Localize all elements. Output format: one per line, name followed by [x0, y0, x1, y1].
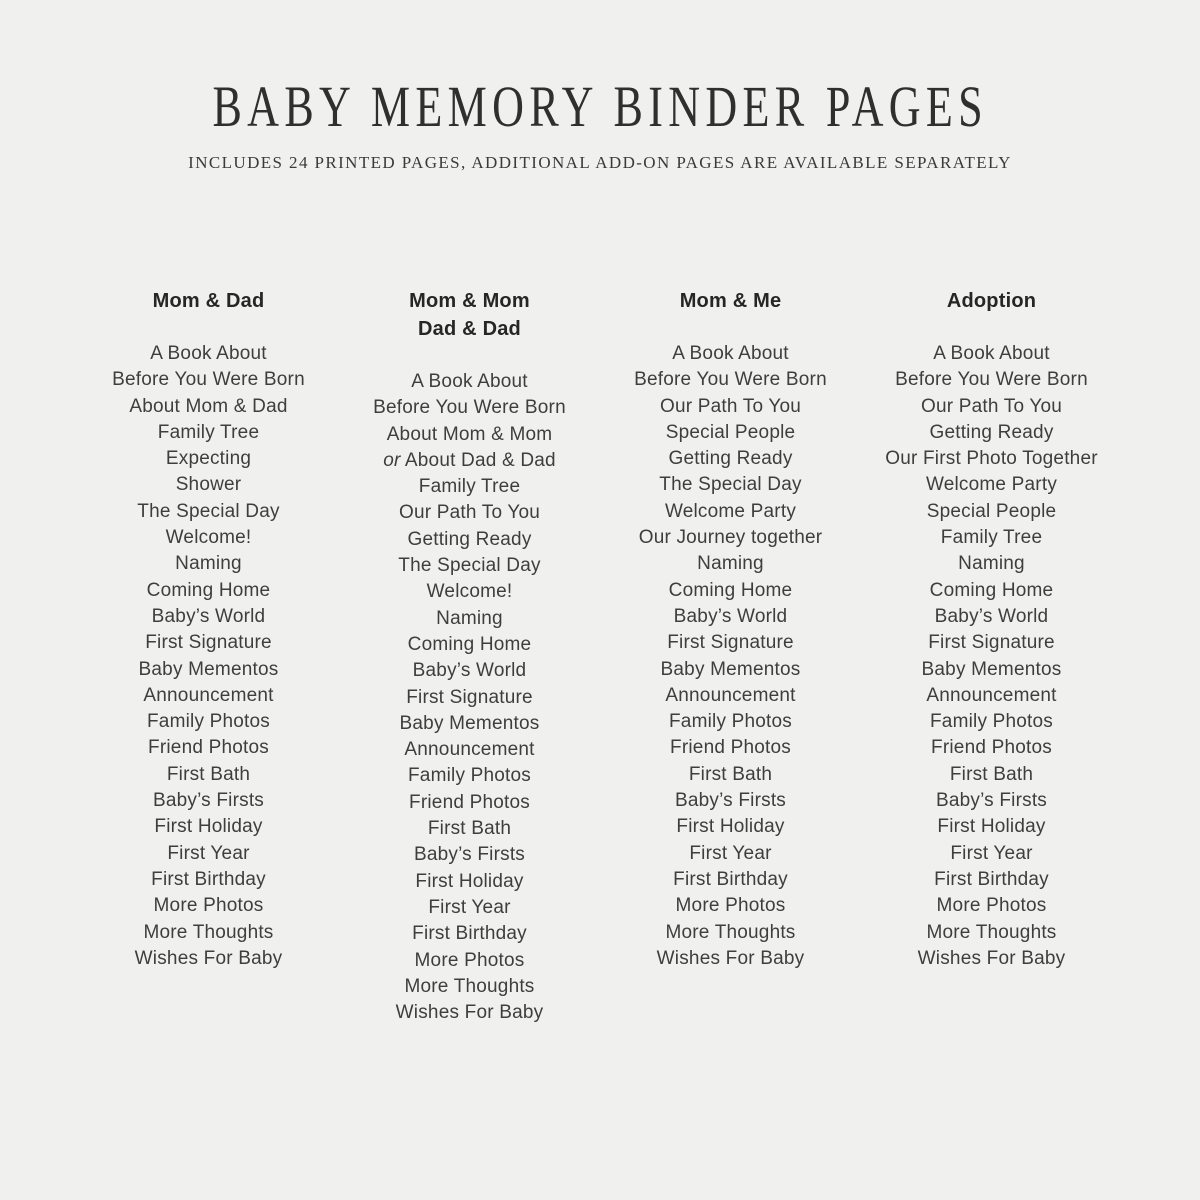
page-list-item: Announcement	[926, 684, 1057, 706]
page-list-item: Our First Photo Together	[885, 448, 1098, 470]
page-list-item: Before You Were Born	[112, 369, 305, 391]
page-list-item: Before You Were Born	[634, 369, 827, 391]
page-list-item: More Thoughts	[665, 921, 796, 943]
page-list-item: First Birthday	[934, 868, 1049, 890]
column-items-mom-and-dad	[78, 341, 339, 972]
page-list-item: First Year	[428, 896, 511, 918]
page-list-item: First Signature	[928, 632, 1055, 654]
column-title-line: Mom & Me	[679, 290, 782, 312]
column-adoption	[861, 287, 1122, 1026]
page-list-item: A Book About	[933, 343, 1050, 364]
page-list-item: Before You Were Born	[373, 397, 566, 419]
page-list-item: Baby’s World	[673, 605, 788, 627]
page-list-item: Welcome Party	[925, 474, 1058, 496]
page-list-item: First Holiday	[937, 816, 1046, 838]
page-list-item: Special People	[665, 421, 796, 443]
column-items-adoption	[861, 341, 1122, 972]
page-list-item: Welcome Party	[664, 500, 797, 522]
page-list-item: First Holiday	[415, 870, 524, 892]
page-list-item: Baby’s Firsts	[675, 790, 786, 812]
column-mom-and-dad	[78, 287, 339, 1026]
column-title-adoption	[861, 287, 1122, 315]
page-list-item: First Holiday	[676, 816, 785, 838]
page-list-item: More Thoughts	[143, 921, 274, 943]
page-list-item: Shower	[175, 474, 242, 496]
page-list-item: First Bath	[949, 763, 1034, 785]
page-list-item: Getting Ready	[929, 421, 1054, 443]
page-list-item: Family Photos	[147, 711, 270, 733]
page-list-item: First Bath	[688, 763, 773, 785]
page-list-item	[339, 448, 600, 474]
column-title-line: Mom & Mom	[409, 290, 530, 312]
page-list-item: Baby Mementos	[399, 712, 540, 734]
page-list-item: Special People	[926, 500, 1057, 522]
page-list-item: About Mom & Mom	[386, 423, 553, 445]
page-list-item: Naming	[436, 607, 503, 629]
column-mom-and-me	[600, 287, 861, 1026]
italic-text: or	[383, 449, 401, 471]
page-list-item: Our Path To You	[398, 502, 541, 524]
page-list-item: About Mom & Dad	[129, 395, 288, 417]
page-list-item: First Signature	[667, 632, 794, 654]
page-list-item: First Birthday	[151, 868, 266, 890]
page-list-item: More Thoughts	[926, 921, 1057, 943]
page-list-item: First Year	[950, 842, 1033, 864]
page-list-item: Family Photos	[930, 711, 1053, 733]
page-list-item: More Photos	[675, 895, 786, 917]
page-list-item: A Book About	[411, 371, 528, 392]
page-list-item: Friend Photos	[931, 737, 1052, 759]
column-title-line: Adoption	[946, 290, 1037, 312]
page-list-item: Family Tree	[418, 476, 521, 498]
page-list-item: Friend Photos	[670, 737, 791, 759]
page-list-item: Naming	[175, 553, 242, 575]
page-list-item: Family Tree	[940, 527, 1043, 549]
page-list-item: First Year	[689, 842, 772, 864]
page-list-item: First Bath	[166, 763, 251, 785]
column-items-mom-and-mom-dad-and-dad	[339, 369, 600, 1026]
page-list-item: Baby’s Firsts	[414, 844, 525, 866]
page-list-item: Coming Home	[668, 579, 793, 601]
page-list-item: Our Journey together	[638, 527, 823, 549]
page-list-item: More Photos	[414, 949, 525, 971]
page-list-item: Baby Mementos	[138, 658, 279, 680]
page-subtitle: INCLUDES 24 PRINTED PAGES, ADDITIONAL ADD-ON PAGES ARE AVAILABLE SEPARATELY	[188, 153, 1012, 172]
page-list-item: Wishes For Baby	[395, 1002, 544, 1024]
plain-text: About Dad & Dad	[400, 449, 556, 471]
page-list-item: A Book About	[150, 343, 267, 364]
page-list-item: More Photos	[153, 895, 264, 917]
page-list-item: Family Photos	[408, 765, 531, 787]
page-list-item: The Special Day	[659, 474, 802, 496]
page-list-item: Welcome!	[426, 581, 513, 603]
page-list-item: Friend Photos	[409, 791, 530, 813]
page-list-item: Friend Photos	[148, 737, 269, 759]
page-list-item: More Thoughts	[404, 975, 535, 997]
page-list-item: The Special Day	[398, 555, 541, 577]
page-list-item: A Book About	[672, 343, 789, 364]
page-list-item: Baby’s World	[934, 605, 1049, 627]
page-list-item: Coming Home	[929, 579, 1054, 601]
column-title-line: Mom & Dad	[152, 290, 265, 312]
page-list-item: More Photos	[936, 895, 1047, 917]
page-list-item: First Bath	[427, 818, 512, 840]
page-list-item: Baby Mementos	[921, 658, 1062, 680]
page-list-item: Getting Ready	[407, 528, 532, 550]
page-list-item: Wishes For Baby	[917, 947, 1066, 969]
page-list-item: Our Path To You	[659, 395, 802, 417]
page-list-item: First Signature	[145, 632, 272, 654]
page-title: BABY MEMORY BINDER PAGES	[212, 74, 988, 139]
page-list-item: Baby’s World	[151, 605, 266, 627]
column-title-mom-and-me	[600, 287, 861, 315]
page-list-item: Wishes For Baby	[134, 947, 283, 969]
page-list-item: Baby’s World	[412, 660, 527, 682]
page-title-wrap	[0, 74, 1200, 139]
page-list-item: Getting Ready	[668, 448, 793, 470]
page-list-item: First Year	[167, 842, 250, 864]
column-items-mom-and-me	[600, 341, 861, 972]
page-list-item: Naming	[958, 553, 1025, 575]
page-list-item: Announcement	[143, 684, 274, 706]
page-list-item: First Holiday	[154, 816, 263, 838]
column-title-mom-and-mom-dad-and-dad	[339, 287, 600, 343]
page-list-item: First Signature	[406, 686, 533, 708]
page-list-item: Coming Home	[407, 633, 532, 655]
page-list-item: Expecting	[165, 448, 252, 470]
page-list-item: Baby’s Firsts	[936, 790, 1047, 812]
page-list-item: Baby Mementos	[660, 658, 801, 680]
page-list-item: Before You Were Born	[895, 369, 1088, 391]
page-list-item: Family Photos	[669, 711, 792, 733]
column-title-line: Dad & Dad	[418, 318, 521, 340]
page-list-item: Announcement	[404, 739, 535, 761]
page-list-item: Baby’s Firsts	[153, 790, 264, 812]
page-header	[0, 74, 1200, 174]
page-list-item: Welcome!	[165, 527, 252, 549]
page-list-item: Announcement	[665, 684, 796, 706]
page-list-item: Our Path To You	[920, 395, 1063, 417]
page-list-item: Coming Home	[146, 579, 271, 601]
page-columns	[78, 287, 1122, 1026]
column-title-mom-and-dad	[78, 287, 339, 315]
page-list-item: First Birthday	[673, 868, 788, 890]
page-list-item: Family Tree	[157, 421, 260, 443]
page-list-item: Wishes For Baby	[656, 947, 805, 969]
page-list-item: Naming	[697, 553, 764, 575]
page-list-item: The Special Day	[137, 500, 280, 522]
column-mom-and-mom-dad-and-dad	[339, 287, 600, 1026]
page-list-item: First Birthday	[412, 923, 527, 945]
